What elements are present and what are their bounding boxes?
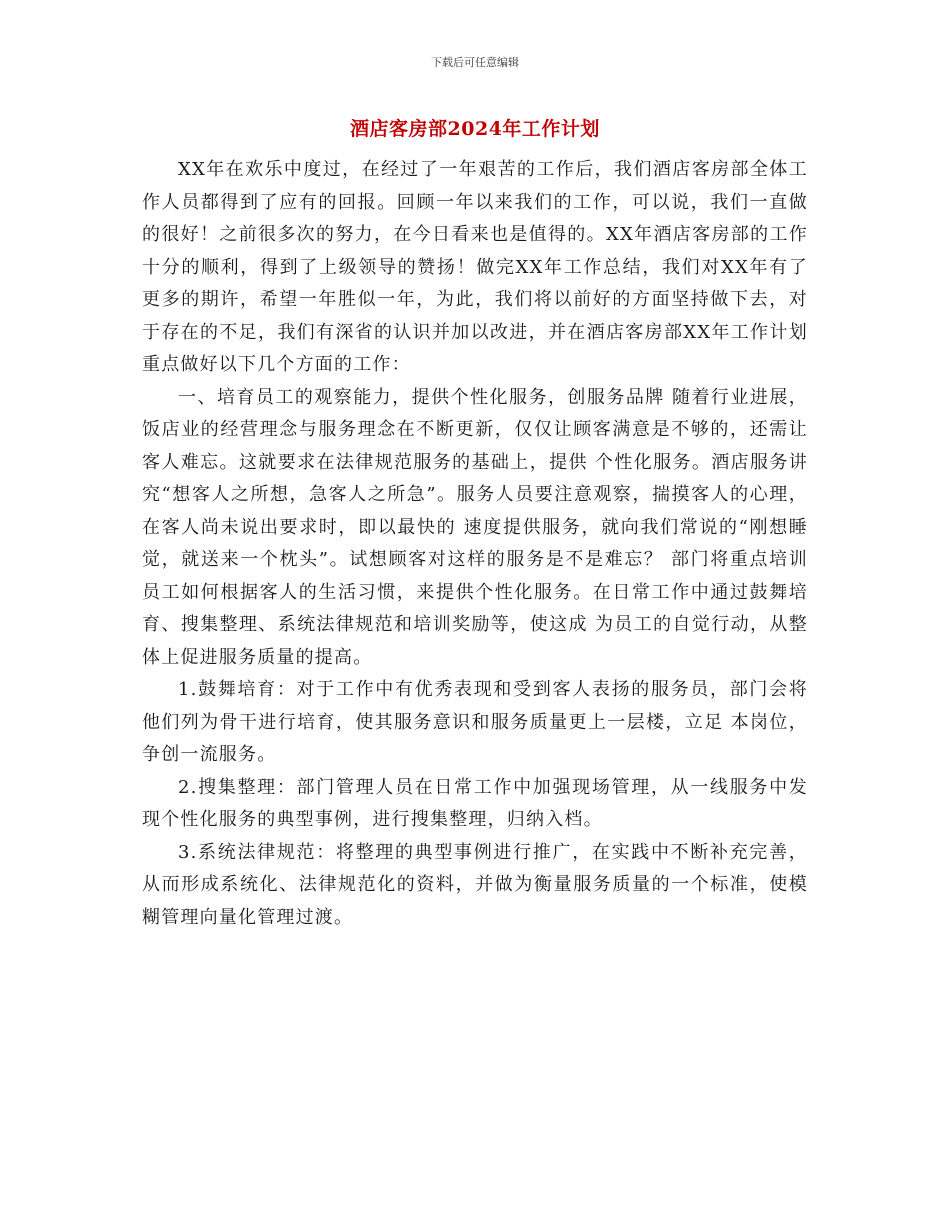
document-title: 酒店客房部2024年工作计划 xyxy=(350,118,600,140)
page-header: 下载后可任意编辑 xyxy=(431,56,519,69)
paragraph-section-1: 一、培育员工的观察能力，提供个性化服务，创服务品牌 随着行业进展，饭店业的经营理念与服务理念在不断更新，仅仅让顾客满意是不够的，还需让客人难忘。这就要求在法律规范服务的基础上，提供 个性化服务。酒店服务讲究“想客人之所想，急客人之所急”。服务人员要注意观察，揣摸客人的心理，在客人尚未说出要求时，即以最快的 速度提供服务，就向我们常说的“刚想睡觉，就送来一个枕头”。试想顾客对这样的服务是不是难忘？ 部门将重点培训员工如何根据客人的生活习惯，来提供个性化服务。在日常工作中通过鼓舞培育、搜集整理、系统法律规范和培训奖励等，使这成 为员工的自觉行动，从整体上促进服务质量的提高。 xyxy=(142,386,808,668)
paragraph-item-1: 1.鼓舞培育：对于工作中有优秀表现和受到客人表扬的服务员，部门会将他们列为骨干进行培育，使其服务意识和服务质量更上一层楼，立足 本岗位，争创一流服务。 xyxy=(142,679,808,765)
paragraph-intro: XX年在欢乐中度过，在经过了一年艰苦的工作后，我们酒店客房部全体工作人员都得到了应有的回报。回顾一年以来我们的工作，可以说，我们一直做的很好！之前很多次的努力，在今日看来也是值得的。XX年酒店客房部的工作十分的顺利，得到了上级领导的赞扬！做完XX年工作总结，我们对XX年有了更多的期许，希望一年胜似一年，为此，我们将以前好的方面坚持做下去，对于存在的不足，我们有深省的认识并加以改进，并在酒店客房部XX年工作计划重点做好以下几个方面的工作： xyxy=(142,159,808,375)
document-body xyxy=(142,154,808,934)
paragraph-item-3: 3.系统法律规范：将整理的典型事例进行推广，在实践中不断补充完善，从而形成系统化、法律规范化的资料，并做为衡量服务质量的一个标准，使模 糊管理向量化管理过渡。 xyxy=(142,841,808,928)
paragraph-item-2: 2.搜集整理：部门管理人员在日常工作中加强现场管理，从一线服务中发现个性化服务的典型事例，进行搜集整理，归纳入档。 xyxy=(142,776,808,830)
